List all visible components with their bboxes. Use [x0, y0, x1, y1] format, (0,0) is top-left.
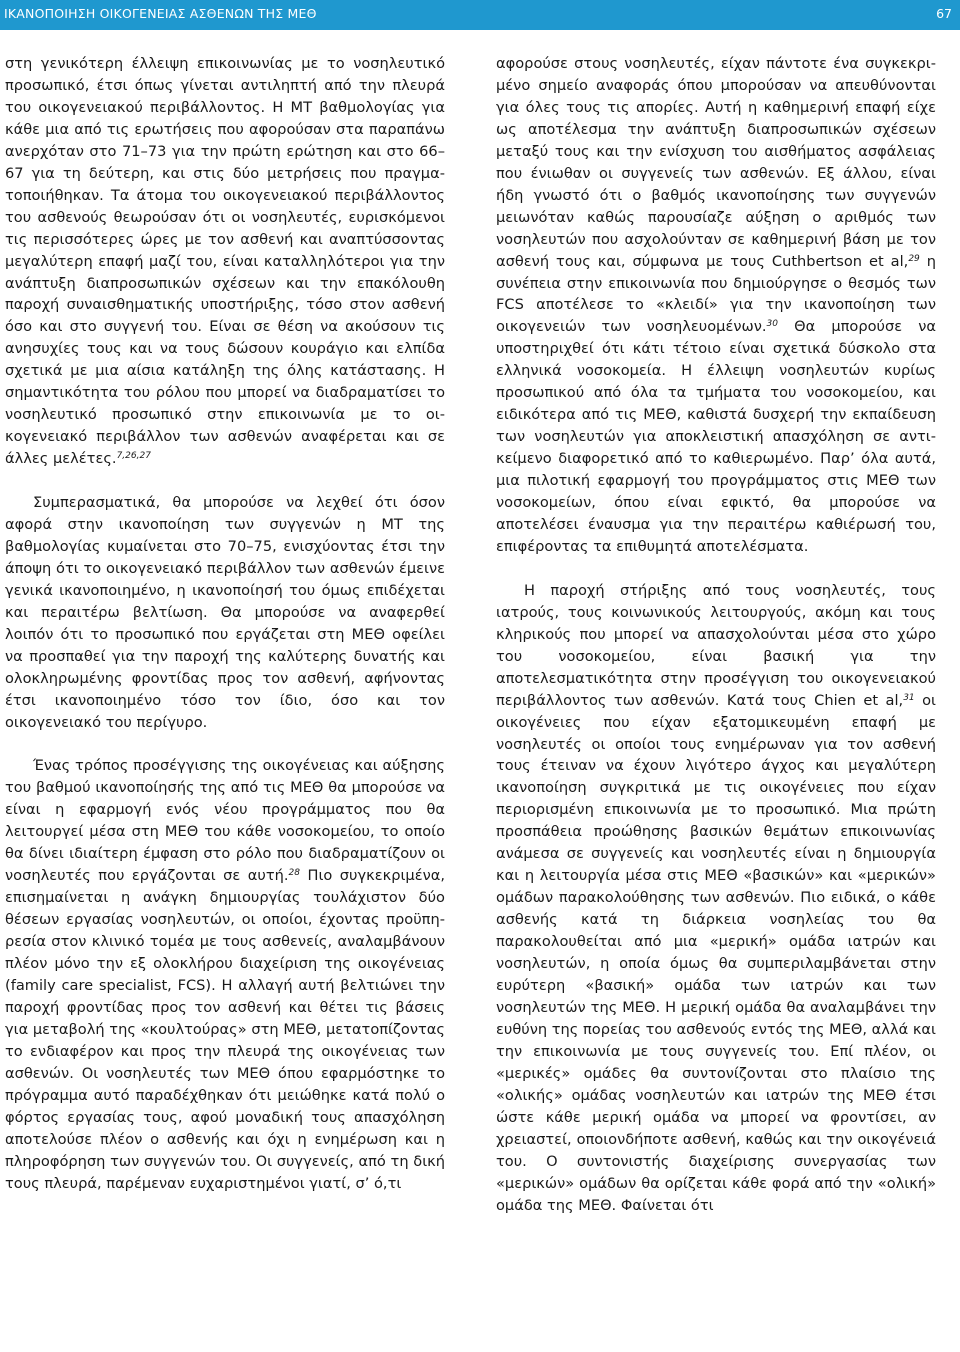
citation-ref: 7,26,27 [116, 451, 151, 462]
citation-ref: 29 [908, 253, 920, 264]
right-column [496, 53, 936, 1217]
text-run: οι οικογένειες που είχαν εξατομικευμένη επαφή με νοσηλευτές οι οποίοι τους ενημέρωναν για τον ασθενή τους έτειναν να έχουν λιγότερο άγχος και μεγαλύτερη ικανοποίηση συγκριτικά με τις οικογένειες που είχαν περιορισμένη επικοινωνία με το προσωπικό. Μια πρώτη προσπάθεια προώθησης βασικών θεμάτων επικοινωνίας ανάμεσα σε συγγενείς και νοσηλευτές είναι η δημιουργία και η λειτουργία μέσα στις ΜΕΘ «βασικών» και «μερικών» ομάδων παρακολούθησης των ασθενών. Πιο ειδικά, ο κάθε ασθενής κατά τη διάρκεια νοσηλείας του θα παρακολουθείται από μια «μερική» ομάδα ιατρών και νοσηλευτών, η οποία όμως θα συμπεριλαμβάνεται στην ευρύτερη «βασική» ομάδα των ιατρών και των νοσηλευτών της ΜΕΘ. Η μερική ομάδα θα αναλαμβάνει την ευθύνη της πορείας του ασθενούς εντός της ΜΕΘ, αλλά και την επικοινωνία με τους συγγενείς του. Επί πλέον, οι «μερικές» ομάδες θα συντονίζονται στο πλαίσιο της «ολικής» ομάδας νοσηλευτών και ιατρών της ΜΕΘ έτσι ώστε κάθε μερική ομάδα να μπορεί να φροντίσει, αν χρειαστεί, οποιονδήποτε ασθενή, καθώς και την οικογένειά του. Ο συντονιστής διαχείρισης συνεργασίας των «μερικών» ομάδων θα ορίζεται κάθε φορά από την «ολική» ομάδα της ΜΕΘ. Φαίνεται ότι [496, 691, 936, 1214]
text-run: η συνέπεια στην επικοινωνία που δημιούργησε ο θεσμός των FCS αποτέλεσε το «κλειδί» για την ικανοποίηση των οικογενειών των νοσηλευομένων. [496, 252, 936, 336]
paragraph [5, 755, 445, 1194]
paragraph: Συμπερασματικά, θα μπορούσε να λεχθεί ότι όσον αφορά στην ικανοποίηση των συγγενών η ΜΤ της βαθμολογίας κυμαίνεται στο 70–75, ενισχύοντας έτσι την άποψη ότι το οικογενειακό περιβάλλον των ασθενών έμεινε γενικά ικανοποιημένο, η ικανοποίησή του όμως επιδέχεται και περαιτέρω βελτίωση. Θα μπορούσε να αναφερθεί λοιπόν ότι το προσωπικό που εργάζεται στη ΜΕΘ οφείλει να προσπαθεί για την παροχή της καλύτερης δυνατής και ολοκληρωμένης φροντίδας προς τον ασθενή, αφήνοντας έτσι ικανοποιημένο τόσο τον ίδιο, όσο και τον οικογενειακό του περίγυρο. [5, 494, 445, 731]
citation-ref: 28 [288, 868, 300, 879]
paragraph [5, 53, 445, 470]
text-run: αφορούσε στους νοσηλευτές, είχαν πάντοτε ένα συγκεκριμένο σημείο αναφοράς όπου μπορούσαν να απευθύνονται για όλες τους τις απορίες. Αυτή η καθημερινή επαφή είχε ως αποτέλεσμα την ανάπτυξη διαπροσωπικών σχέσεων μεταξύ τους και την ενίσχυση του αισθήματος ασφάλειας που ένιωθαν οι συγγενείς των ασθενών. Εξ άλλου, είναι ήδη γνωστό ότι ο βαθμός ικανοποίησης των συγγενών μειωνόταν καθώς παρουσίαζε αύξηση ο αριθμός των νοσηλευτών που ασχολούνταν σε καθημερινή βάση με τον ασθενή τους και, σύμφωνα με τους Cuthbertson et al, [496, 55, 936, 270]
running-title: ΙΚΑΝΟΠΟΙΗΣΗ ΟΙΚΟΓΕΝΕΙΑΣ ΑΣΘΕΝΩΝ ΤΗΣ ΜΕΘ [4, 6, 317, 21]
page-number: 67 [936, 6, 952, 21]
paragraph [496, 580, 936, 1217]
text-run: Θα μπορούσε να υποστηριχθεί ότι κάτι τέτοιο είναι σχετικά δύσκολο στα ελληνικά νοσοκομεία. Η έλλειψη νοσηλευτών κυρίως προσωπικού από όλα τα τμήματα του νοσοκομείου, και ειδικότερα από τις ΜΕΘ, καθιστά δυσχερή την εκπαίδευση των νοσηλευτών για αποκλειστική απασχόληση σε αντικείμενο διαφορετικό από το καθιερωμένο. Παρ’ όλα αυτά, μια πιλοτική εφαρμογή του προγράμματος στις ΜΕΘ των νοσοκομείων, όπου είναι εφικτό, θα μπορούσε να αποτελέσει έναυσμα για την περαιτέρω καθιέρωσή του, επιφέροντας τα επιθυμητά αποτελέσματα. [496, 318, 936, 555]
citation-ref: 30 [766, 319, 778, 330]
running-header [0, 0, 960, 30]
text-run: Πιο συγκεκριμένα, επισημαίνεται η ανάγκη δημιουργίας τουλάχιστον δύο θέσεων εργασίας νοσηλευτών, οι οποίοι, έχοντας προϋπηρεσία στον κλινικό τομέα με τους ασθενείς, αναλαμβάνουν πλέον μόνο την εξ ολοκλήρου διαχείριση της οικογένειας (family care specialist, FCS). Η αλλαγή αυτή βελτιώνει την παροχή φροντίδας προς τον ασθενή και θέτει τις βάσεις για μεταβολή της «κουλτούρας» στη ΜΕΘ, μετατοπίζοντας το ενδιαφέρον και προς την πλευρά της οικογένειας των ασθενών. Οι νοσηλευτές των ΜΕΘ όπου εφαρμόστηκε το πρόγραμμα αυτό παραδέχθηκαν ότι μειώθηκε κατά πολύ ο φόρτος εργασίας τους, αφού μοναδική τους απασχόληση αποτελούσε πλέον ο ασθενής και όχι η ενημέρωση και η πληροφόρηση των συγγενών του. Οι συγγενείς, από τη δική τους πλευρά, παρέμεναν ευχαριστημένοι γιατί, σ’ ό,τι [5, 867, 445, 1192]
text-run: Η παροχή στήριξης από τους νοσηλευτές, τους ιατρούς, τους κοινωνικούς λειτουργούς, ακόμη και τους κληρικούς που μπορεί να απασχολούνται μέσα στο χώρο του νοσοκομείου, είναι βασική για την αποτελεσματικότητα στην προσέγγιση του οικογενειακού περιβάλλοντος των ασθενών. Κατά τους Chien et al, [496, 581, 936, 709]
left-column [5, 53, 445, 1195]
text-run: στη γενικότερη έλλειψη επικοινωνίας με το νοσηλευτικό προσωπικό, έτσι όπως γίνεται αντιληπτή από την πλευρά του οικογενειακού περιβάλλοντος. Η ΜΤ βαθμολογίας για κάθε μια από τις ερωτήσεις που αφορούσαν στα παραπάνω ανερχόταν στο 71–73 για την πρώτη ερώτηση και στο 66–67 για τη δεύτερη, και στις δύο μετρήσεις που πραγματοποιήθηκαν. Τα άτομα του οικογενειακού περιβάλλοντος του ασθενούς θεωρούσαν ότι οι νοσηλευτές, ευρισκόμενοι τις περισσότερες ώρες με τον ασθενή και αναπτύσσοντας μεγαλύτερη επαφή μαζί του, είναι καταλληλότεροι για την ανάπτυξη διαπροσωπικών σχέσεων και την επακόλουθη παροχή συναισθηματικής υποστήριξης, τόσο στον ασθενή όσο και στο συγγενή του. Είναι σε θέση να ακούσουν τις ανησυχίες τους και να τους δώσουν κουράγιο και ελπίδα σχετικά με μια αίσια κατάληξη της όλης κατάστασης. Η σημαντικότητα του ρόλου που μπορεί να διαδραματίσει το νοσηλευτικό προσωπικό στην επικοινωνία με το οικογενειακό περιβάλλον των ασθενών αναφέρεται και σε άλλες μελέτες. [5, 55, 445, 468]
citation-ref: 31 [903, 692, 915, 703]
text-run: Ένας τρόπος προσέγγισης της οικογένειας και αύξησης του βαθμού ικανοποίησής της από τις ΜΕΘ θα μπορούσε να είναι η εφαρμογή ενός νέου προγράμματος που θα λειτουργεί μέσα στη ΜΕΘ του κάθε νοσοκομείου, το οποίο θα δίνει ιδιαίτερη έμφαση στο ρόλο που διαδραματίζουν οι νοσηλευτές που εργάζονται σε αυτή. [5, 757, 445, 885]
paragraph [496, 53, 936, 558]
